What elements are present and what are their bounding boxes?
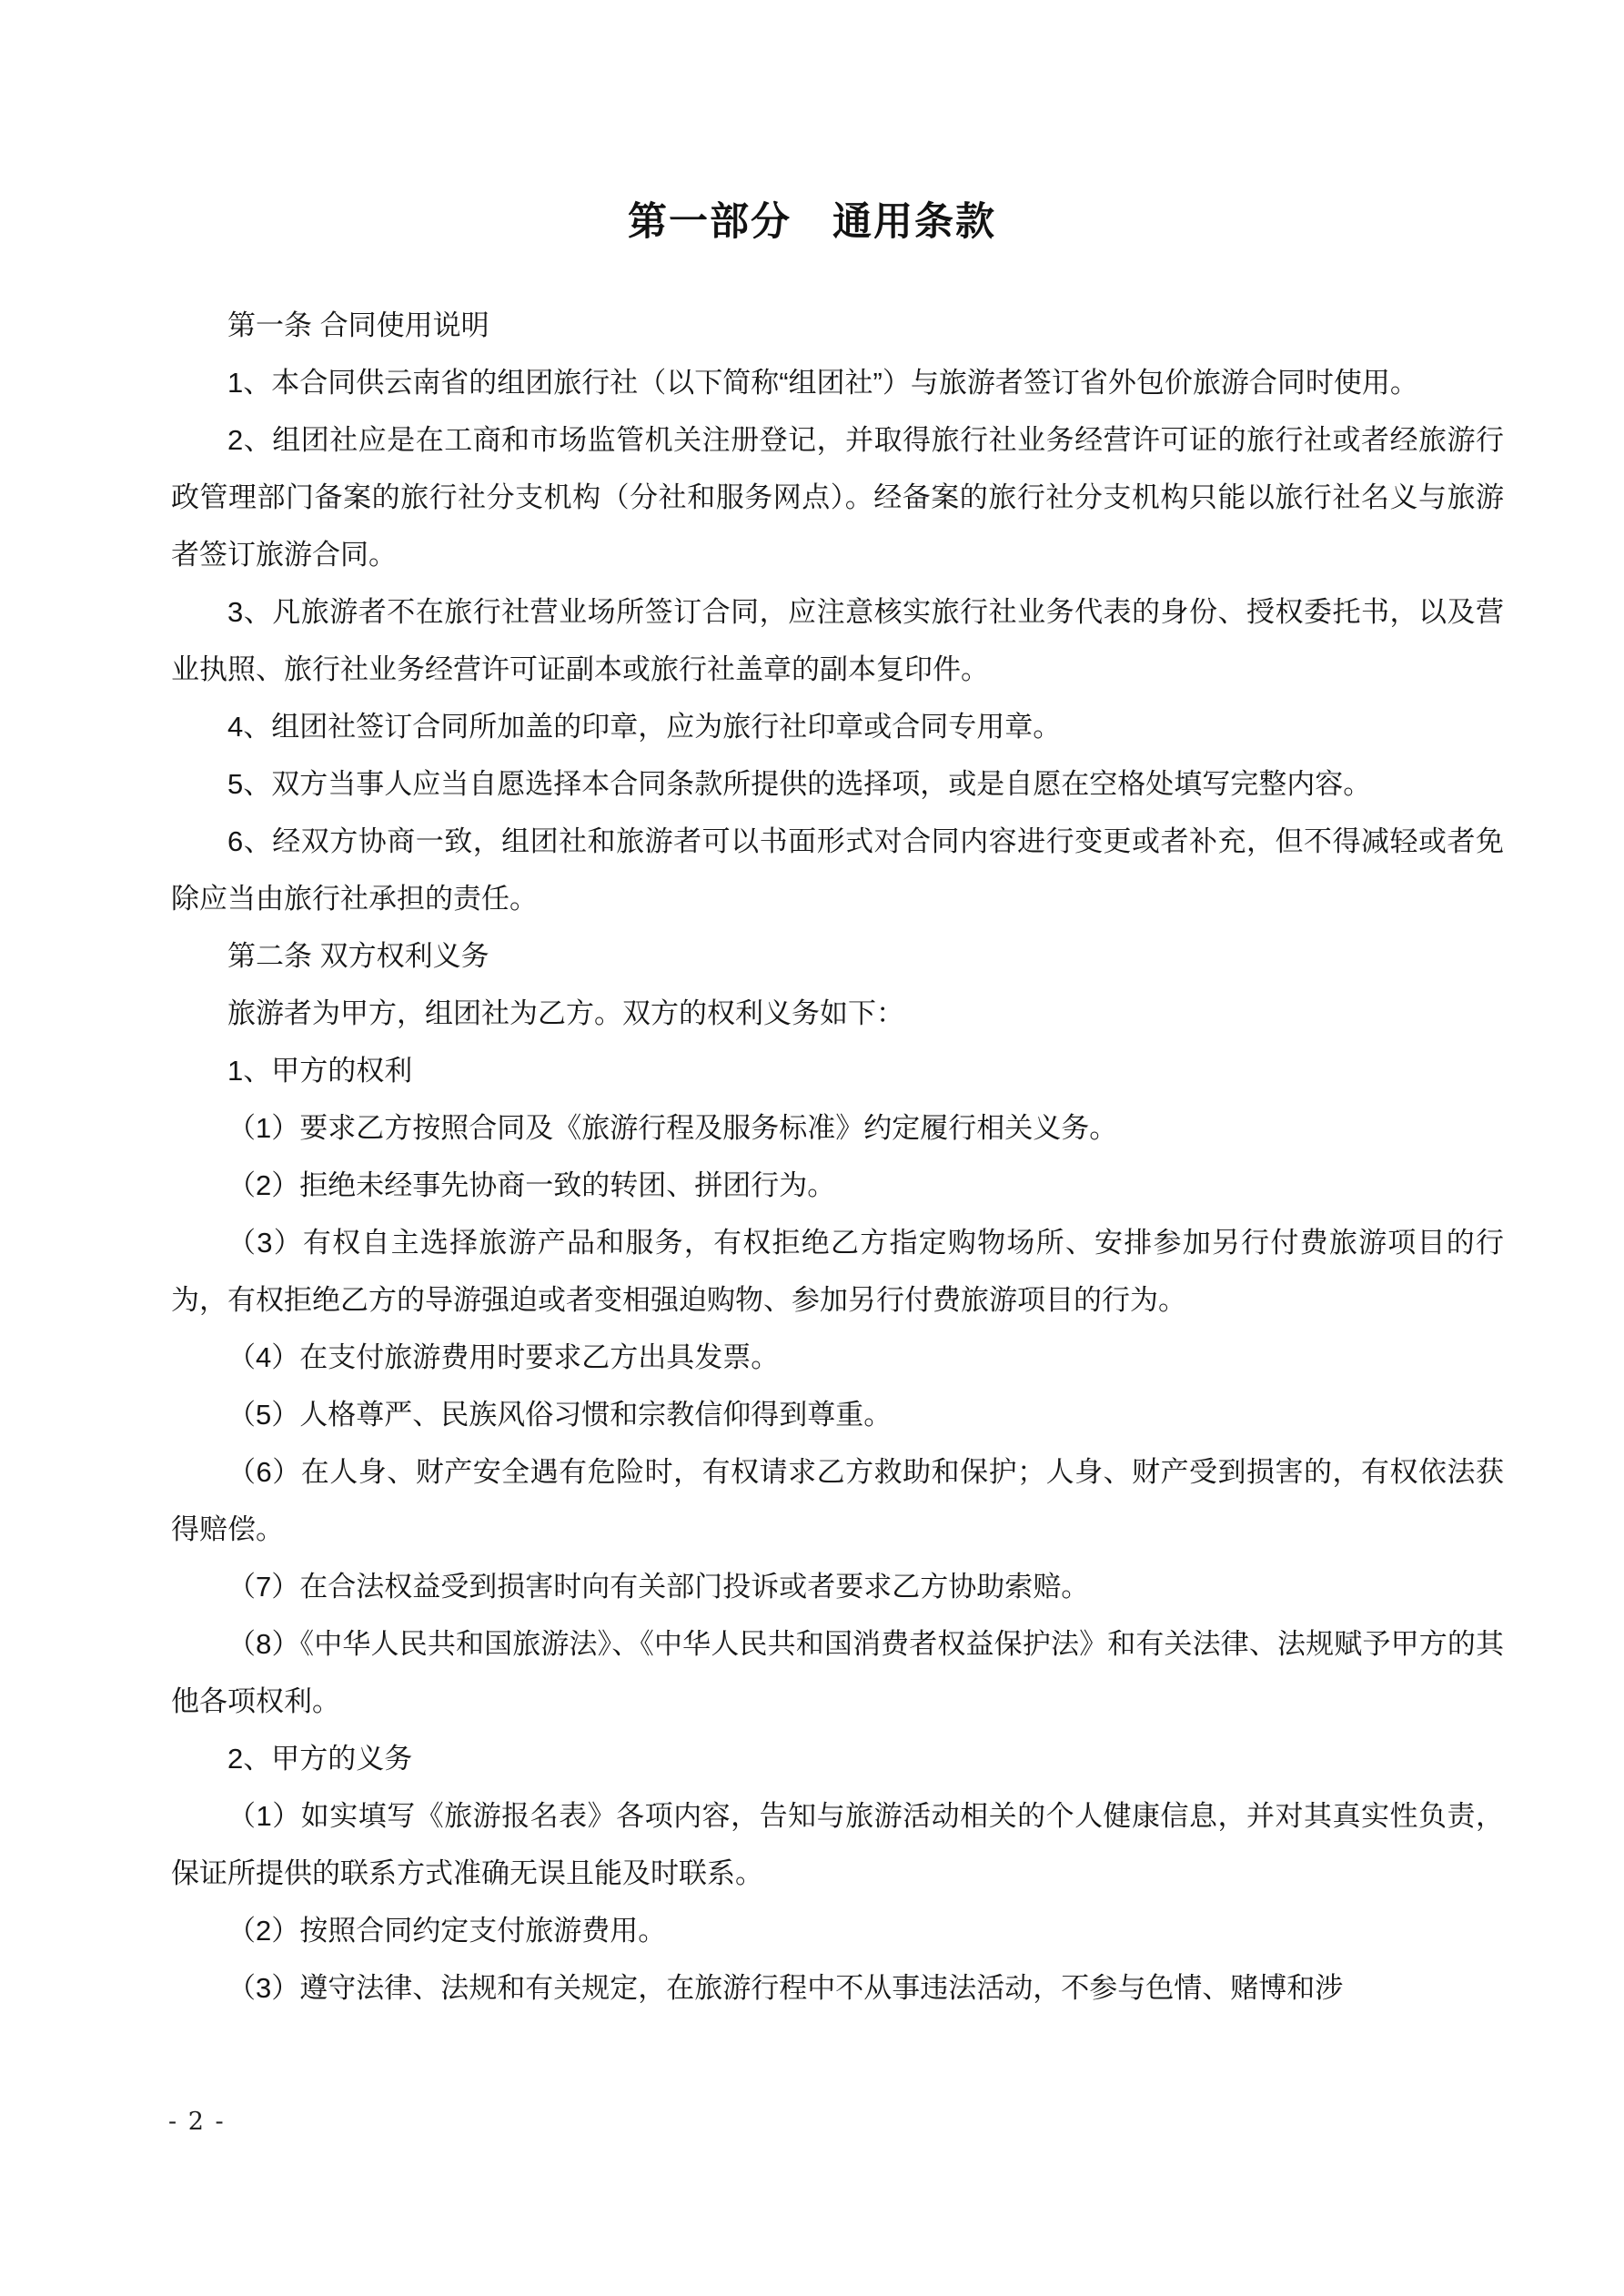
document-body [171,297,1504,2017]
paragraph: 1、本合同供云南省的组团旅行社（以下简称“组团社”）与旅游者签订省外包价旅游合同时使用。 [227,367,1418,399]
paragraph: （1）要求乙方按照合同及《旅游行程及服务标准》约定履行相关义务。 [227,1112,1118,1144]
paragraph: 2、甲方的义务 [227,1743,413,1775]
page-number: - 2 - [168,2108,226,2136]
paragraph: （4）在支付旅游费用时要求乙方出具发票。 [227,1341,780,1373]
paragraph: （2）按照合同约定支付旅游费用。 [227,1915,667,1947]
paragraph: （6）在人身、财产安全遇有危险时，有权请求乙方救助和保护；人身、财产受到损害的，有权依法获得赔偿。 [171,1456,1504,1545]
paragraph: （1）如实填写《旅游报名表》各项内容，告知与旅游活动相关的个人健康信息，并对其真实性负责，保证所提供的联系方式准确无误且能及时联系。 [171,1800,1504,1889]
paragraph: 第一条 合同使用说明 [227,309,489,341]
paragraph: （3）有权自主选择旅游产品和服务，有权拒绝乙方指定购物场所、安排参加另行付费旅游项目的行为，有权拒绝乙方的导游强迫或者变相强迫购物、参加另行付费旅游项目的行为。 [171,1227,1504,1316]
paragraph: 3、凡旅游者不在旅行社营业场所签订合同，应注意核实旅行社业务代表的身份、授权委托书，以及营业执照、旅行社业务经营许可证副本或旅行社盖章的副本复印件。 [171,596,1504,685]
paragraph: 1、甲方的权利 [227,1055,413,1087]
paragraph: 4、组团社签订合同所加盖的印章，应为旅行社印章或合同专用章。 [227,711,1062,743]
paragraph: （8）《中华人民共和国旅游法》、《中华人民共和国消费者权益保护法》和有关法律、法规赋予甲方的其他各项权利。 [171,1628,1504,1717]
paragraph: 6、经双方协商一致，组团社和旅游者可以书面形式对合同内容进行变更或者补充，但不得减轻或者免除应当由旅行社承担的责任。 [171,825,1504,915]
page-title: 第一部分 通用条款 [628,200,996,244]
paragraph: （5）人格尊严、民族风俗习惯和宗教信仰得到尊重。 [227,1399,893,1431]
paragraph: 5、双方当事人应当自愿选择本合同条款所提供的选择项，或是自愿在空格处填写完整内容。 [227,768,1372,800]
paragraph: （2）拒绝未经事先协商一致的转团、拼团行为。 [227,1169,836,1201]
paragraph: 旅游者为甲方，组团社为乙方。双方的权利义务如下： [227,997,904,1029]
paragraph: （3）遵守法律、法规和有关规定，在旅游行程中不从事违法活动，不参与色情、赌博和涉 [227,1972,1344,2004]
paragraph: （7）在合法权益受到损害时向有关部门投诉或者要求乙方协助索赔。 [227,1571,1090,1603]
paragraph: 2、组团社应是在工商和市场监管机关注册登记，并取得旅行社业务经营许可证的旅行社或者经旅游行政管理部门备案的旅行社分支机构（分社和服务网点）。经备案的旅行社分支机构只能以旅行社名义与旅游者签订旅游合同。 [171,424,1504,571]
paragraph: 第二条 双方权利义务 [227,940,489,972]
